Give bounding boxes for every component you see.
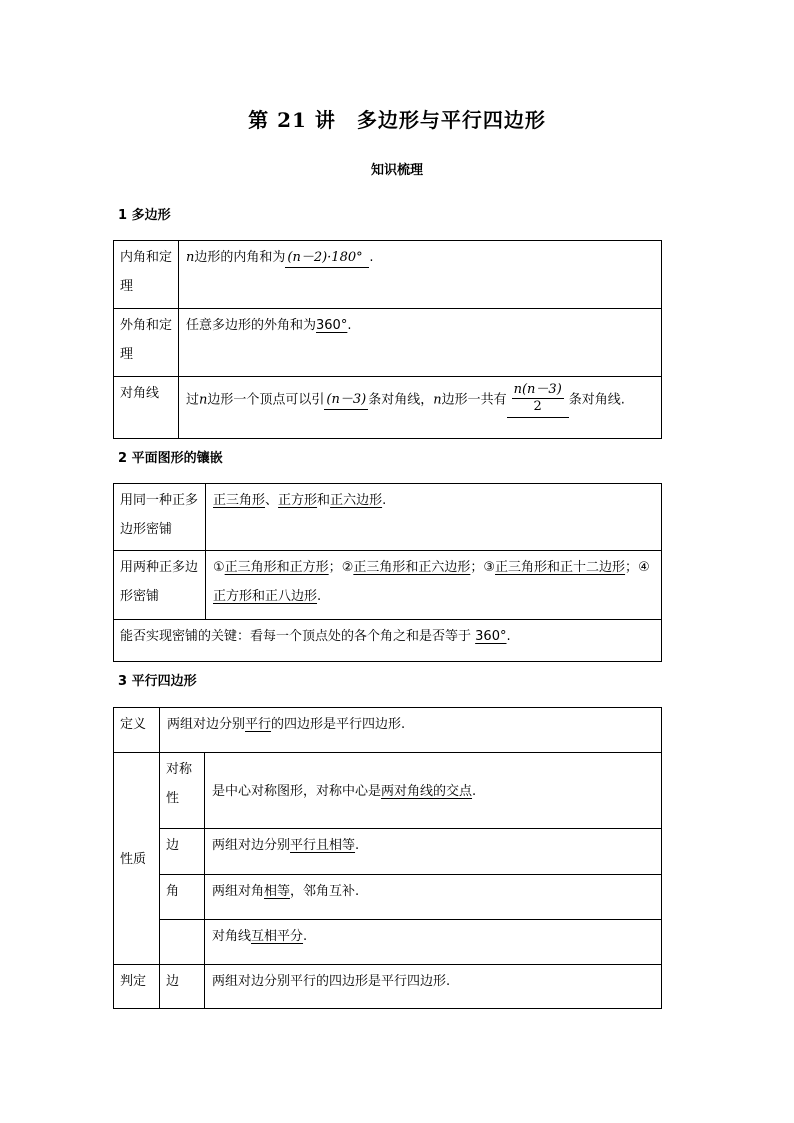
sub-label: 边 <box>160 965 205 1009</box>
table-row <box>114 875 662 920</box>
subtitle: 知识梳理 <box>370 163 423 178</box>
table-row <box>114 377 662 439</box>
page-title: 第 21 讲 多边形与平行四边形 <box>248 108 546 132</box>
answer-blank: (n－3) <box>324 391 368 410</box>
row-content: 正三角形、正方形和正六边形. <box>206 484 662 551</box>
row-content: 是中心对称图形，对称中心是两对角线的交点. <box>205 753 662 829</box>
table-row <box>114 920 662 965</box>
table-row <box>114 829 662 875</box>
row-content: 两组对角相等，邻角互补. <box>205 875 662 920</box>
row-label: 判定 <box>114 965 160 1009</box>
table-row <box>114 551 662 620</box>
row-content: ①正三角形和正方形；②正三角形和正六边形；③正三角形和正十二边形；④正方形和正八边形. <box>206 551 662 620</box>
row-label: 定义 <box>114 708 160 753</box>
sub-label: 角 <box>160 875 205 920</box>
row-content: n边形的内角和为 (n－2)·180° . <box>179 241 662 309</box>
table-row <box>114 309 662 377</box>
table-row <box>114 965 662 1009</box>
table-row <box>114 484 662 551</box>
row-content: 对角线互相平分. <box>205 920 662 965</box>
table-row <box>114 708 662 753</box>
row-content: 两组对边分别平行的四边形是平行四边形. <box>205 965 662 1009</box>
sub-label <box>160 920 205 965</box>
table-row <box>114 753 662 829</box>
table-row <box>114 241 662 309</box>
row-content: 两组对边分别平行的四边形是平行四边形. <box>160 708 662 753</box>
answer-blank: (n－2)·180° <box>285 249 369 268</box>
row-content: 过n边形一个顶点可以引 (n－3) 条对角线，n边形一共有 $\frac{n(n-3)}{2}$ 条对角线. <box>179 377 662 439</box>
section-heading-polygon: 1 多边形 <box>118 208 171 223</box>
parallelogram-table <box>113 707 662 1009</box>
answer-blank <box>507 382 569 418</box>
row-content: 任意多边形的外角和为360°. <box>179 309 662 377</box>
sub-label: 对称性 <box>160 753 205 829</box>
table-row <box>114 620 662 662</box>
row-label: 对角线 <box>114 377 179 439</box>
polygon-table <box>113 240 662 439</box>
fraction: $\frac{n(n-3)}{2}$ <box>513 382 562 414</box>
tessellation-table <box>113 483 662 662</box>
sub-label: 边 <box>160 829 205 875</box>
row-content: 能否实现密铺的关键：看每一个顶点处的各个角之和是否等于 360°. <box>114 620 662 662</box>
row-label: 内角和定理 <box>114 241 179 309</box>
row-label: 用同一种正多边形密铺 <box>114 484 206 551</box>
answer-blank: 360° <box>316 318 348 333</box>
row-label: 性质 <box>114 753 160 965</box>
row-content: 两组对边分别平行且相等. <box>205 829 662 875</box>
row-label: 用两种正多边形密铺 <box>114 551 206 620</box>
section-heading-tessellation: 2 平面图形的镶嵌 <box>118 451 223 466</box>
row-label: 外角和定理 <box>114 309 179 377</box>
section-heading-parallelogram: 3 平行四边形 <box>118 674 197 689</box>
